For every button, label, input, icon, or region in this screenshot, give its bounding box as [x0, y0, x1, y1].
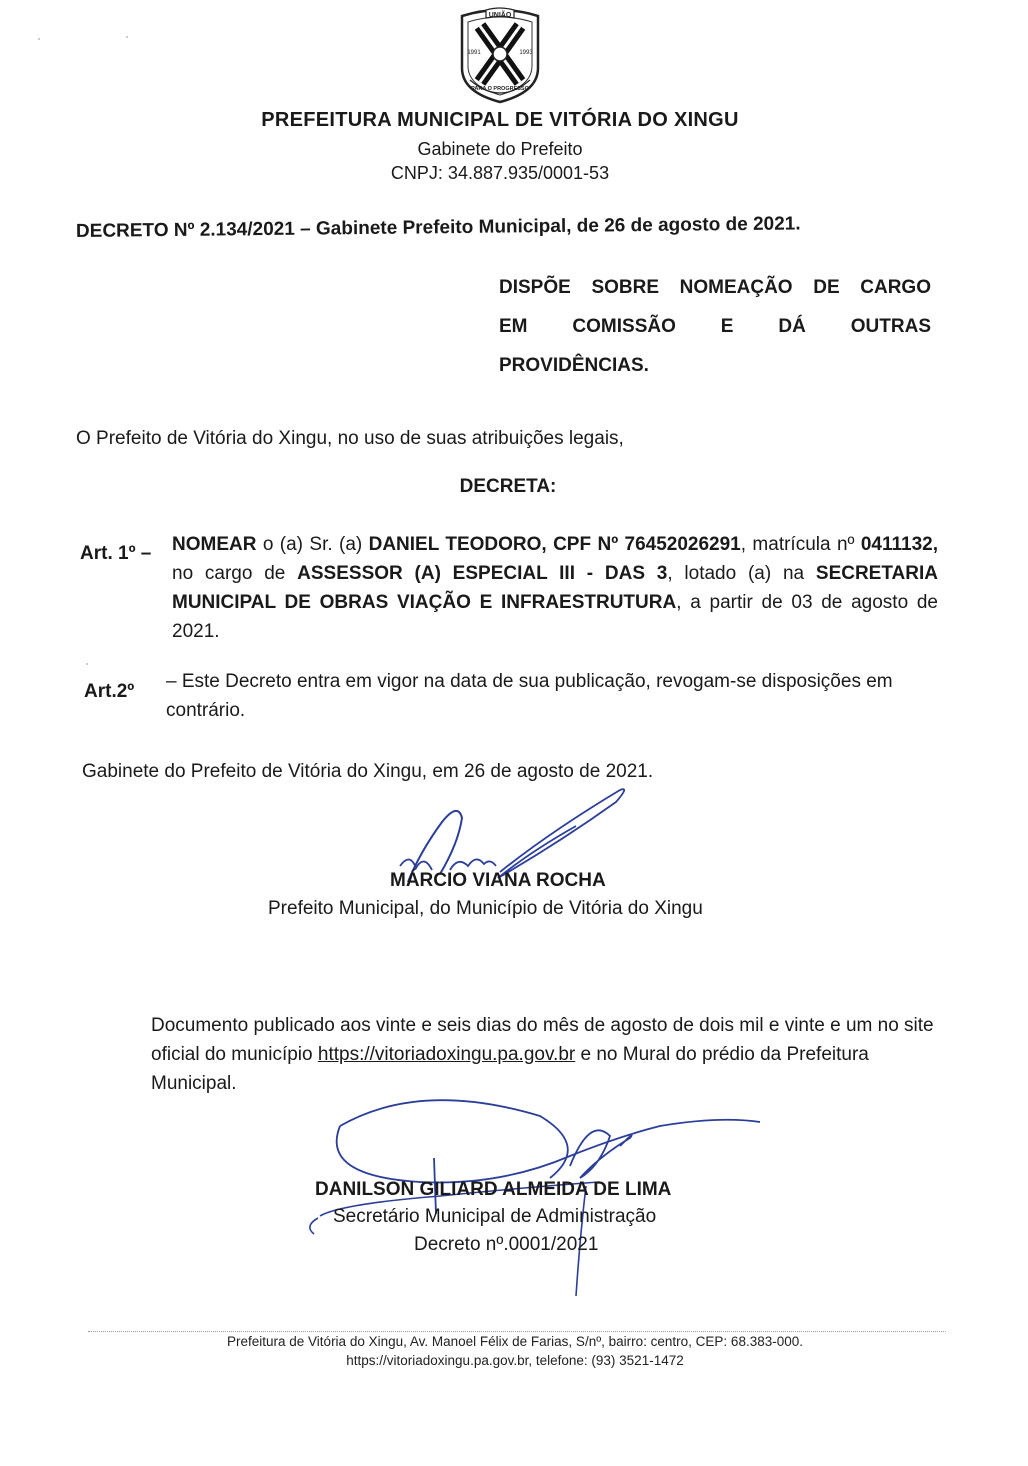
art1-verb: NOMEAR: [172, 534, 257, 555]
signatory2-role: Secretário Municipal de Administração: [333, 1206, 657, 1227]
decree-title: DECRETO Nº 2.134/2021 – Gabinete Prefeito Municipal, de 26 de agosto de 2021.: [75, 213, 801, 242]
publication-text: e no Mural do prédio da Prefeitura Municipal.: [151, 1044, 869, 1094]
scan-speck: [86, 663, 88, 665]
preamble: O Prefeito de Vitória do Xingu, no uso de suas atribuições legais,: [76, 428, 624, 449]
appointee-secretaria: SECRETARIA MUNICIPAL DE OBRAS VIAÇÃO E INFRAESTRUTURA: [172, 563, 938, 613]
appointee-name-cpf: DANIEL TEODORO, CPF Nº 76452026291: [368, 534, 741, 555]
art1-body: [172, 530, 938, 646]
crest-year-right: 1993: [519, 50, 533, 56]
art1-text: no cargo de: [172, 563, 298, 584]
crest-text-bottom: PARA O PROGRESSO: [471, 86, 529, 92]
crest-text-top: UNIÃO: [488, 12, 512, 19]
appointee-matricula: 0411132,: [860, 534, 938, 555]
scan-speck: [126, 36, 128, 38]
scan-speck: [38, 38, 40, 40]
signatory1-role: Prefeito Municipal, do Município de Vitória do Xingu: [268, 898, 703, 919]
municipal-crest-icon: [452, 6, 548, 104]
ementa-line: PROVIDÊNCIAS.: [499, 355, 649, 376]
art2-body: – Este Decreto entra em vigor na data de sua publicação, revogam-se disposições em contrário.: [166, 671, 893, 721]
signatory1-name: MÁRCIO VIANA ROCHA: [390, 870, 606, 891]
footer-contact: https://vitoriadoxingu.pa.gov.br, telefone: (93) 3521-1472: [346, 1353, 684, 1368]
art2-label: Art.2º: [84, 681, 135, 702]
signatory2-name: DANILSON GILIARD ALMEIDA DE LIMA: [315, 1179, 672, 1200]
decree-ementa: [499, 268, 931, 385]
municipality-site-link[interactable]: https://vitoriadoxingu.pa.gov.br: [317, 1044, 576, 1065]
page-title: PREFEITURA MUNICIPAL DE VITÓRIA DO XINGU: [261, 109, 739, 131]
page-subtitle: Gabinete do Prefeito: [417, 139, 583, 159]
ementa-line: EM COMISSÃO E DÁ OUTRAS: [499, 316, 931, 337]
art1-label: Art. 1º –: [80, 543, 152, 564]
signatory2-decree-ref: Decreto nº.0001/2021: [414, 1234, 599, 1255]
publication-note: [151, 1011, 943, 1098]
art1-text: , matrícula nº: [740, 534, 861, 555]
art1-text: , lotado (a) na: [667, 563, 816, 584]
decreta-heading: DECRETA:: [459, 476, 557, 497]
footer-address: Prefeitura de Vitória do Xingu, Av. Manoel Félix de Farias, S/nº, bairro: centro, CEP: 68.383-000.: [227, 1334, 803, 1349]
crest-year-left: 1991: [467, 50, 481, 56]
art1-text: o (a) Sr. (a): [256, 534, 369, 555]
ementa-line: DISPÕE SOBRE NOMEAÇÃO DE CARGO: [499, 277, 931, 298]
cnpj-line: CNPJ: 34.887.935/0001-53: [390, 163, 610, 183]
art1-text: , a partir de 03 de agosto de 2021.: [172, 592, 939, 642]
closing-line: Gabinete do Prefeito de Vitória do Xingu, em 26 de agosto de 2021.: [82, 761, 654, 782]
publication-text: Documento publicado aos vinte e seis dias do mês de agosto de dois mil e vinte e um no site oficial do município: [151, 1015, 934, 1065]
footer-divider: [88, 1331, 946, 1332]
appointee-cargo: ASSESSOR (A) ESPECIAL III - DAS 3: [297, 563, 668, 584]
